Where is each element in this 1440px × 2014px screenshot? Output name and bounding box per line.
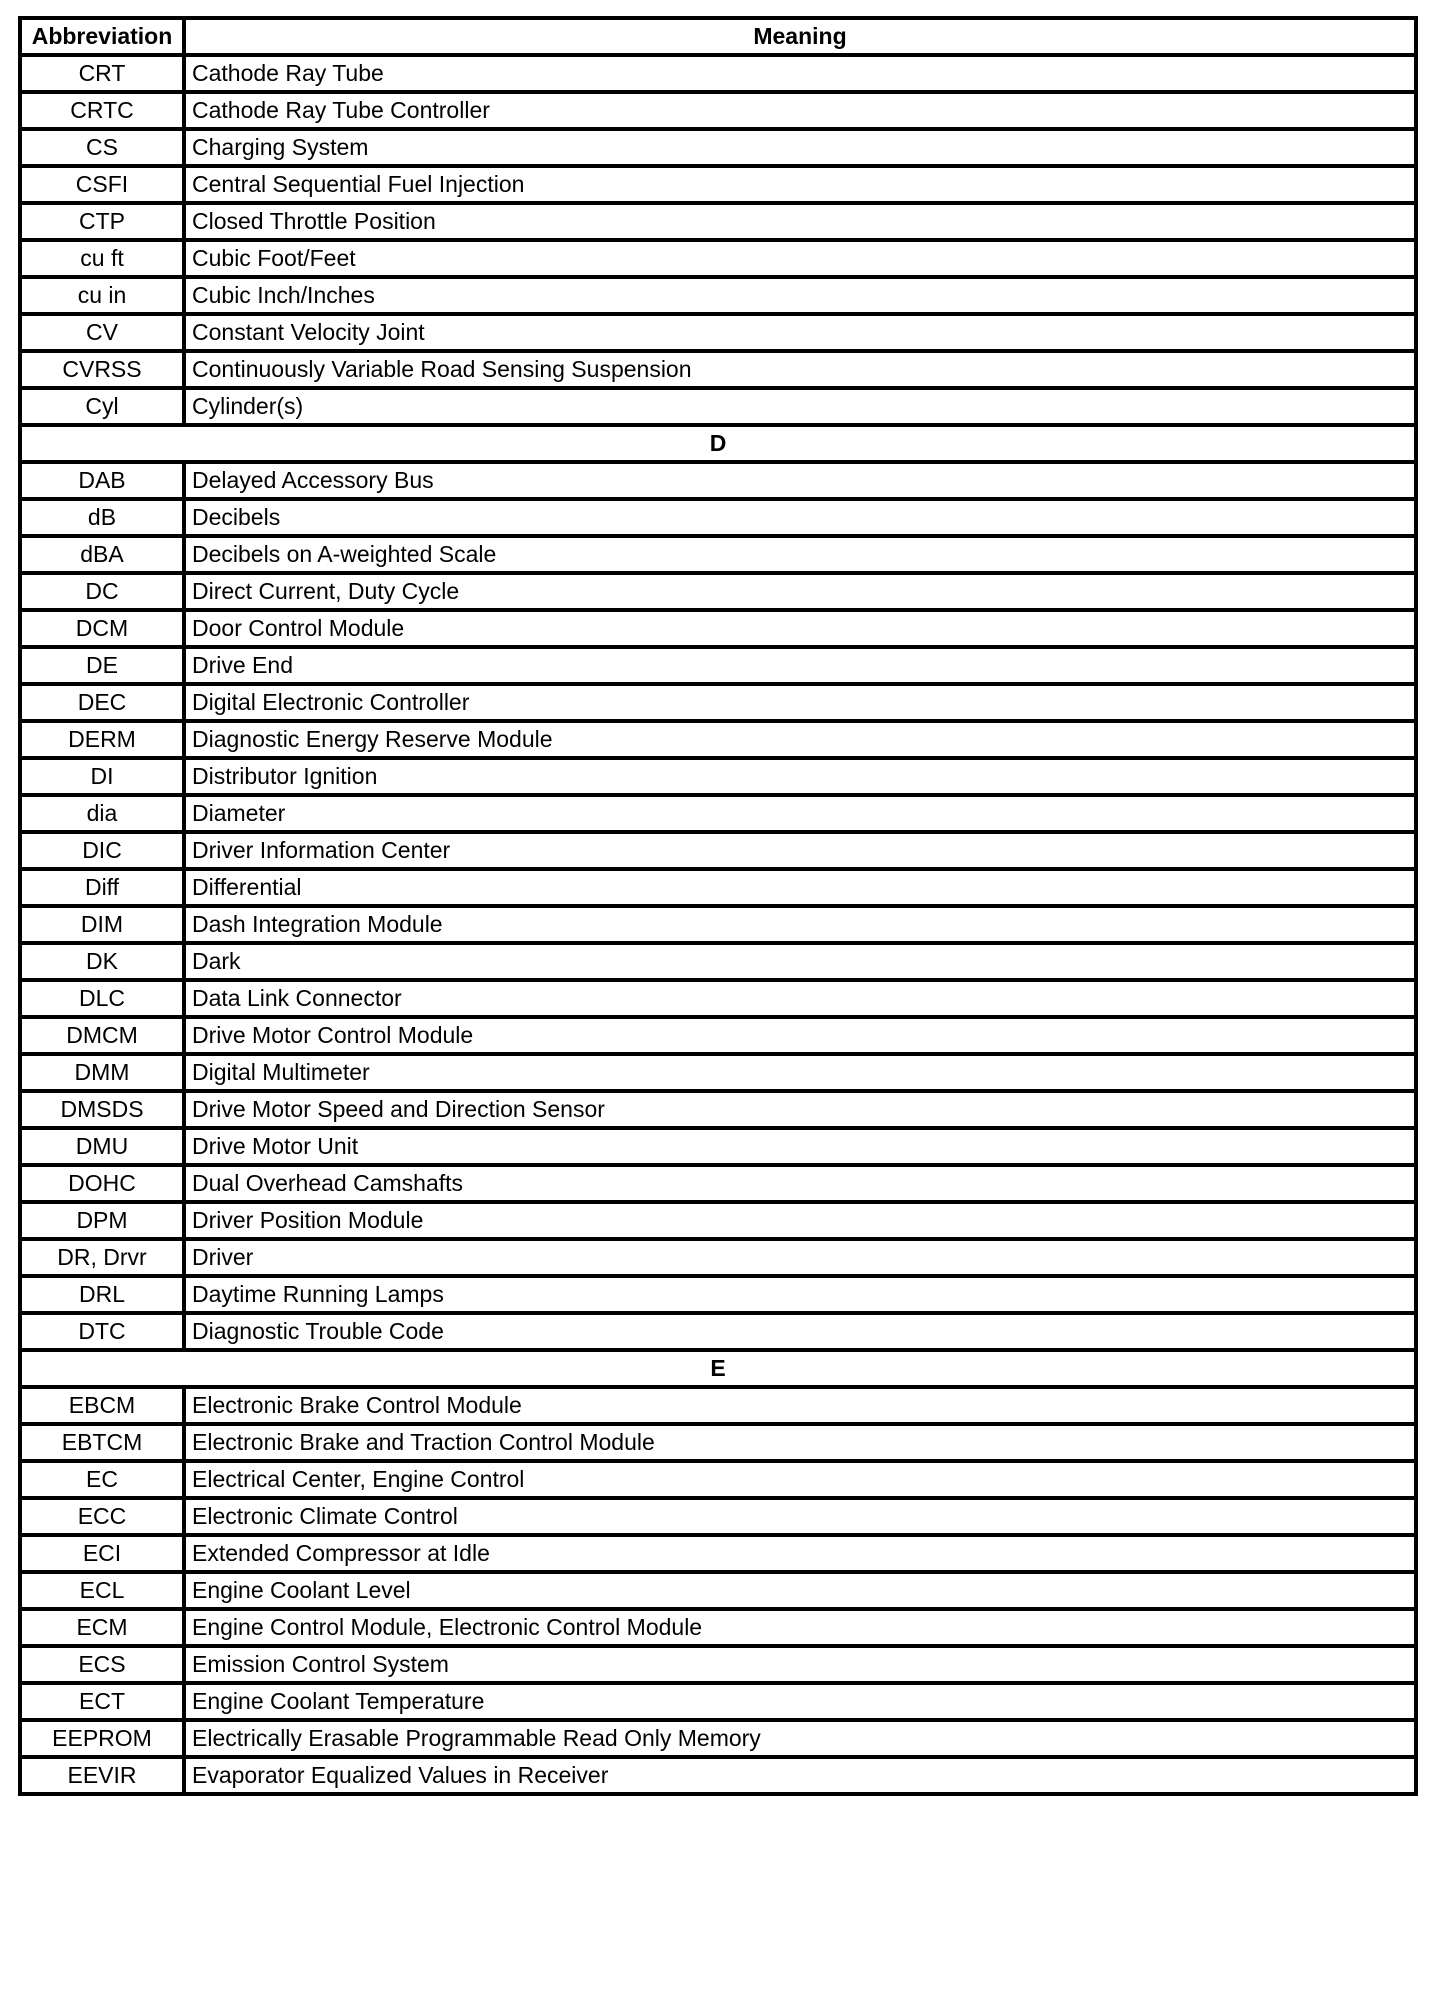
abbreviation-cell: DEC <box>20 684 184 721</box>
column-header-abbreviation: Abbreviation <box>20 18 184 55</box>
abbreviation-cell: DMCM <box>20 1017 184 1054</box>
meaning-cell: Engine Control Module, Electronic Control Module <box>184 1609 1416 1646</box>
table-row <box>20 1609 1416 1646</box>
abbreviation-cell: EEVIR <box>20 1757 184 1794</box>
meaning-cell: Electronic Climate Control <box>184 1498 1416 1535</box>
abbreviation-cell: DLC <box>20 980 184 1017</box>
meaning-cell: Emission Control System <box>184 1646 1416 1683</box>
meaning-cell: Continuously Variable Road Sensing Suspension <box>184 351 1416 388</box>
meaning-cell: Closed Throttle Position <box>184 203 1416 240</box>
abbreviation-cell: CSFI <box>20 166 184 203</box>
abbreviation-cell: ECI <box>20 1535 184 1572</box>
section-row <box>20 1350 1416 1387</box>
abbreviation-cell: CTP <box>20 203 184 240</box>
meaning-cell: Door Control Module <box>184 610 1416 647</box>
table-row <box>20 980 1416 1017</box>
abbreviation-cell: DMM <box>20 1054 184 1091</box>
meaning-cell: Cathode Ray Tube <box>184 55 1416 92</box>
abbreviation-cell: DPM <box>20 1202 184 1239</box>
table-row <box>20 1313 1416 1350</box>
table-row <box>20 906 1416 943</box>
meaning-cell: Cubic Foot/Feet <box>184 240 1416 277</box>
meaning-cell: Differential <box>184 869 1416 906</box>
meaning-cell: Digital Multimeter <box>184 1054 1416 1091</box>
table-row <box>20 832 1416 869</box>
abbreviation-cell: cu in <box>20 277 184 314</box>
meaning-cell: Delayed Accessory Bus <box>184 462 1416 499</box>
meaning-cell: Decibels <box>184 499 1416 536</box>
section-letter: D <box>20 425 1416 462</box>
table-row <box>20 1091 1416 1128</box>
abbreviation-cell: DTC <box>20 1313 184 1350</box>
meaning-cell: Daytime Running Lamps <box>184 1276 1416 1313</box>
table-row <box>20 610 1416 647</box>
table-row <box>20 55 1416 92</box>
abbreviation-cell: DI <box>20 758 184 795</box>
abbreviation-cell: EC <box>20 1461 184 1498</box>
table-body <box>20 55 1416 1794</box>
table-row <box>20 1461 1416 1498</box>
table-row <box>20 647 1416 684</box>
table-row <box>20 462 1416 499</box>
abbreviation-cell: EEPROM <box>20 1720 184 1757</box>
abbreviation-cell: DIC <box>20 832 184 869</box>
table-row <box>20 1054 1416 1091</box>
meaning-cell: Drive Motor Speed and Direction Sensor <box>184 1091 1416 1128</box>
meaning-cell: Dark <box>184 943 1416 980</box>
abbreviation-cell: cu ft <box>20 240 184 277</box>
table-row <box>20 1202 1416 1239</box>
meaning-cell: Dash Integration Module <box>184 906 1416 943</box>
abbreviation-cell: DCM <box>20 610 184 647</box>
abbreviation-cell: CV <box>20 314 184 351</box>
table-row <box>20 1387 1416 1424</box>
table-row <box>20 1683 1416 1720</box>
meaning-cell: Charging System <box>184 129 1416 166</box>
meaning-cell: Diagnostic Energy Reserve Module <box>184 721 1416 758</box>
meaning-cell: Drive Motor Control Module <box>184 1017 1416 1054</box>
meaning-cell: Drive End <box>184 647 1416 684</box>
meaning-cell: Dual Overhead Camshafts <box>184 1165 1416 1202</box>
table-row <box>20 1572 1416 1609</box>
abbreviation-cell: DAB <box>20 462 184 499</box>
meaning-cell: Constant Velocity Joint <box>184 314 1416 351</box>
meaning-cell: Engine Coolant Temperature <box>184 1683 1416 1720</box>
abbreviation-table <box>18 16 1418 1796</box>
meaning-cell: Data Link Connector <box>184 980 1416 1017</box>
abbreviation-cell: dia <box>20 795 184 832</box>
abbreviation-cell: ECM <box>20 1609 184 1646</box>
abbreviation-cell: EBCM <box>20 1387 184 1424</box>
abbreviation-cell: CRT <box>20 55 184 92</box>
abbreviation-cell: ECC <box>20 1498 184 1535</box>
abbreviation-cell: Diff <box>20 869 184 906</box>
table-row <box>20 943 1416 980</box>
table-row <box>20 1498 1416 1535</box>
table-row <box>20 758 1416 795</box>
abbreviation-cell: CRTC <box>20 92 184 129</box>
meaning-cell: Electronic Brake and Traction Control Module <box>184 1424 1416 1461</box>
table-row <box>20 1646 1416 1683</box>
abbreviation-cell: DOHC <box>20 1165 184 1202</box>
meaning-cell: Cathode Ray Tube Controller <box>184 92 1416 129</box>
meaning-cell: Engine Coolant Level <box>184 1572 1416 1609</box>
table-row <box>20 240 1416 277</box>
abbreviation-cell: DRL <box>20 1276 184 1313</box>
table-row <box>20 536 1416 573</box>
meaning-cell: Cubic Inch/Inches <box>184 277 1416 314</box>
meaning-cell: Driver Position Module <box>184 1202 1416 1239</box>
table-row <box>20 1276 1416 1313</box>
section-letter: E <box>20 1350 1416 1387</box>
table-row <box>20 684 1416 721</box>
meaning-cell: Diagnostic Trouble Code <box>184 1313 1416 1350</box>
table-row <box>20 1239 1416 1276</box>
table-row <box>20 1424 1416 1461</box>
meaning-cell: Cylinder(s) <box>184 388 1416 425</box>
table-row <box>20 721 1416 758</box>
abbreviation-cell: CS <box>20 129 184 166</box>
abbreviation-cell: DR, Drvr <box>20 1239 184 1276</box>
abbreviation-cell: DC <box>20 573 184 610</box>
section-row <box>20 425 1416 462</box>
abbreviation-cell: DMU <box>20 1128 184 1165</box>
meaning-cell: Driver Information Center <box>184 832 1416 869</box>
abbreviation-cell: ECT <box>20 1683 184 1720</box>
table-row <box>20 499 1416 536</box>
abbreviation-cell: CVRSS <box>20 351 184 388</box>
abbreviation-cell: DIM <box>20 906 184 943</box>
meaning-cell: Evaporator Equalized Values in Receiver <box>184 1757 1416 1794</box>
table-row <box>20 1165 1416 1202</box>
meaning-cell: Decibels on A-weighted Scale <box>184 536 1416 573</box>
abbreviation-cell: dB <box>20 499 184 536</box>
table-header <box>20 18 1416 55</box>
abbreviation-cell: DK <box>20 943 184 980</box>
table-row <box>20 1128 1416 1165</box>
abbreviation-cell: DMSDS <box>20 1091 184 1128</box>
meaning-cell: Electrical Center, Engine Control <box>184 1461 1416 1498</box>
table-row <box>20 129 1416 166</box>
abbreviation-cell: EBTCM <box>20 1424 184 1461</box>
meaning-cell: Drive Motor Unit <box>184 1128 1416 1165</box>
meaning-cell: Extended Compressor at Idle <box>184 1535 1416 1572</box>
table-row <box>20 92 1416 129</box>
table-row <box>20 314 1416 351</box>
table-row <box>20 1720 1416 1757</box>
table-row <box>20 351 1416 388</box>
table-row <box>20 388 1416 425</box>
meaning-cell: Electronic Brake Control Module <box>184 1387 1416 1424</box>
abbreviation-cell: dBA <box>20 536 184 573</box>
table-row <box>20 1757 1416 1794</box>
meaning-cell: Digital Electronic Controller <box>184 684 1416 721</box>
meaning-cell: Direct Current, Duty Cycle <box>184 573 1416 610</box>
meaning-cell: Distributor Ignition <box>184 758 1416 795</box>
table-row <box>20 277 1416 314</box>
table-row <box>20 573 1416 610</box>
column-header-meaning: Meaning <box>184 18 1416 55</box>
abbreviation-cell: ECS <box>20 1646 184 1683</box>
table-row <box>20 203 1416 240</box>
meaning-cell: Central Sequential Fuel Injection <box>184 166 1416 203</box>
table-row <box>20 1535 1416 1572</box>
table-row <box>20 869 1416 906</box>
meaning-cell: Driver <box>184 1239 1416 1276</box>
table-row <box>20 1017 1416 1054</box>
abbreviation-cell: DERM <box>20 721 184 758</box>
abbreviation-cell: ECL <box>20 1572 184 1609</box>
meaning-cell: Electrically Erasable Programmable Read Only Memory <box>184 1720 1416 1757</box>
abbreviation-cell: Cyl <box>20 388 184 425</box>
table-row <box>20 166 1416 203</box>
header-row <box>20 18 1416 55</box>
meaning-cell: Diameter <box>184 795 1416 832</box>
table-row <box>20 795 1416 832</box>
abbreviation-cell: DE <box>20 647 184 684</box>
